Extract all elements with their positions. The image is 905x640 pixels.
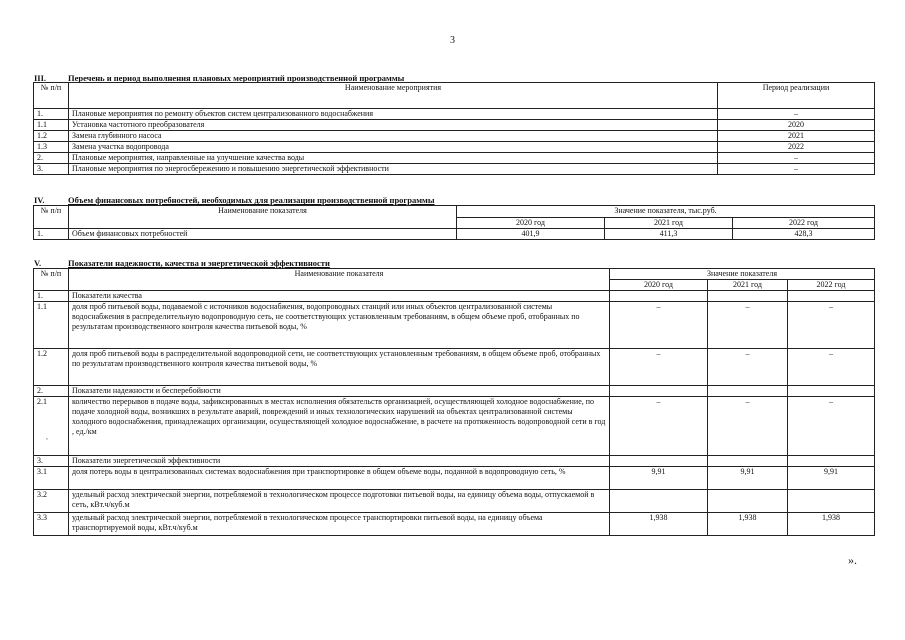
measure-name: Замена участка водопровода [69, 142, 718, 153]
row-number: 3.2 [34, 490, 69, 513]
table-row [34, 490, 875, 513]
value-2022: 9,91 [788, 467, 875, 490]
value-2021: 411,3 [605, 229, 733, 240]
indicator-name: доля потерь воды в централизованных системах водоснабжения при транспортировке в общем объеме воды, поданной в водопроводную сеть, % [69, 467, 610, 490]
header-no: № п/п [34, 83, 69, 109]
indicator-name: доля проб питьевой воды, подаваемой с источников водоснабжения, водопроводных станций или иных объектов централизованной системы водоснабжения в распределительную водопроводную сеть, не соответствующих установленным требованиям, в общем объеме проб, отобранных по результатам производственного контроля качества питьевой воды, % [69, 302, 610, 349]
header-year-2022: 2022 год [733, 218, 875, 229]
header-year-2021: 2021 год [708, 280, 788, 291]
table-row [34, 109, 875, 120]
value-2020: 9,91 [610, 467, 708, 490]
header-value-group: Значение показателя, тыс.руб. [457, 206, 875, 218]
section-number: IV. [34, 195, 45, 205]
row-number: 1. [34, 109, 69, 120]
value-2020: – [610, 302, 708, 349]
measure-name: Замена глубинного насоса [69, 131, 718, 142]
row-number: 1. [34, 229, 69, 240]
indicator-name: Показатели качества [69, 291, 610, 302]
value-2022: 428,3 [733, 229, 875, 240]
financial-needs-table [33, 205, 875, 240]
header-year-2020: 2020 год [457, 218, 605, 229]
row-number: 3.3 [34, 513, 69, 536]
header-indicator-name: Наименование показателя [69, 269, 610, 291]
indicator-name: удельный расход электрической энергии, потребляемой в технологическом процессе подготовки питьевой воды, на единицу объема воды, отпускаемой в сеть, кВт.ч/куб.м [69, 490, 610, 513]
value-2022: – [788, 302, 875, 349]
header-no: № п/п [34, 206, 69, 229]
closing-quote: ». [848, 553, 857, 567]
value-2021 [708, 456, 788, 467]
row-number: 1.2 [34, 349, 69, 386]
table-row [34, 456, 875, 467]
value-2020: 1,938 [610, 513, 708, 536]
value-2021: – [708, 302, 788, 349]
value-2020 [610, 386, 708, 397]
header-year-2022: 2022 год [788, 280, 875, 291]
period-value: 2021 [718, 131, 875, 142]
period-value: 2020 [718, 120, 875, 131]
table-row [34, 229, 875, 240]
section-title: Перечень и период выполнения плановых мероприятий производственной программы [68, 73, 405, 83]
table-row [34, 513, 875, 536]
row-number: 2. [34, 153, 69, 164]
table-row [34, 397, 875, 456]
header-indicator-name: Наименование показателя [69, 206, 457, 229]
value-2022: 1,938 [788, 513, 875, 536]
row-number: 1.3 [34, 142, 69, 153]
indicator-name: Показатели надежности и бесперебойности [69, 386, 610, 397]
period-value: – [718, 153, 875, 164]
table-row [34, 302, 875, 349]
value-2020 [610, 490, 708, 513]
section-number: III. [34, 73, 47, 83]
table-row [34, 386, 875, 397]
value-2020: 401,9 [457, 229, 605, 240]
row-number: 1.2 [34, 131, 69, 142]
value-2021 [708, 291, 788, 302]
value-2021: 1,938 [708, 513, 788, 536]
value-2020 [610, 291, 708, 302]
indicator-name: Объем финансовых потребностей [69, 229, 457, 240]
period-value: – [718, 109, 875, 120]
period-value: – [718, 164, 875, 175]
table-row [34, 349, 875, 386]
header-value-group: Значение показателя [610, 269, 875, 280]
table-row [34, 131, 875, 142]
value-2022 [788, 386, 875, 397]
header-no: № п/п [34, 269, 69, 291]
value-2022 [788, 291, 875, 302]
table-row [34, 467, 875, 490]
value-2021: – [708, 397, 788, 456]
section-5-heading [34, 258, 330, 268]
indicators-table [33, 268, 875, 536]
value-2022: – [788, 397, 875, 456]
value-2021: – [708, 349, 788, 386]
measure-name: Плановые мероприятия по энергосбережению и повышению энергетической эффективности [69, 164, 718, 175]
table-row [34, 142, 875, 153]
value-2021 [708, 490, 788, 513]
row-number: 1.1 [34, 120, 69, 131]
planned-measures-table [33, 82, 875, 175]
indicator-name: удельный расход электрической энергии, потребляемой в технологическом процессе транспортировки питьевой воды, на единицу объема транспортируемой воды, кВт.ч/куб.м [69, 513, 610, 536]
table-row [34, 120, 875, 131]
table-row [34, 291, 875, 302]
header-year-2020: 2020 год [610, 280, 708, 291]
indicator-name: доля проб питьевой воды в распределительной водопроводной сети, не соответствующих установленным требованиям, в общем объеме проб, отобранных по результатам производственного контроля качества питьевой воды, % [69, 349, 610, 386]
header-period: Период реализации [718, 83, 875, 109]
indicator-name: количество перерывов в подаче воды, зафиксированных в местах исполнения обязательств организацией, осуществляющей холодное водоснабжение, по подаче холодной воды, возникших в результате аварий, повреждений и иных технологических нарушений на объектах централизованной системы холодного водоснабжения, принадлежащих организации, осуществляющей холодное водоснабжение, в расчете на протяженность водопроводной сети в год , ед./км [69, 397, 610, 456]
value-2020 [610, 456, 708, 467]
period-value: 2022 [718, 142, 875, 153]
section-title: Объем финансовых потребностей, необходимых для реализации производственной программы [68, 195, 435, 205]
value-2022 [788, 456, 875, 467]
row-number: 2. [34, 386, 69, 397]
section-4-heading [34, 195, 434, 205]
margin-mark: , [46, 432, 48, 441]
value-2021: 9,91 [708, 467, 788, 490]
row-number: 1. [34, 291, 69, 302]
header-measure-name: Наименование мероприятия [69, 83, 718, 109]
measure-name: Установка частотного преобразователя [69, 120, 718, 131]
value-2021 [708, 386, 788, 397]
row-number: 1.1 [34, 302, 69, 349]
row-number: 3. [34, 164, 69, 175]
row-number: 3.1 [34, 467, 69, 490]
measure-name: Плановые мероприятия, направленные на улучшение качества воды [69, 153, 718, 164]
row-number: 2.1 [34, 397, 69, 456]
page-number: 3 [450, 35, 455, 46]
table-row [34, 164, 875, 175]
section-number: V. [34, 258, 42, 268]
row-number: 3. [34, 456, 69, 467]
header-year-2021: 2021 год [605, 218, 733, 229]
value-2020: – [610, 397, 708, 456]
value-2022: – [788, 349, 875, 386]
table-row [34, 153, 875, 164]
measure-name: Плановые мероприятия по ремонту объектов систем централизованного водоснабжения [69, 109, 718, 120]
indicator-name: Показатели энергетической эффективности [69, 456, 610, 467]
value-2022 [788, 490, 875, 513]
section-title: Показатели надежности, качества и энергетической эффективности [68, 258, 330, 268]
value-2020: – [610, 349, 708, 386]
